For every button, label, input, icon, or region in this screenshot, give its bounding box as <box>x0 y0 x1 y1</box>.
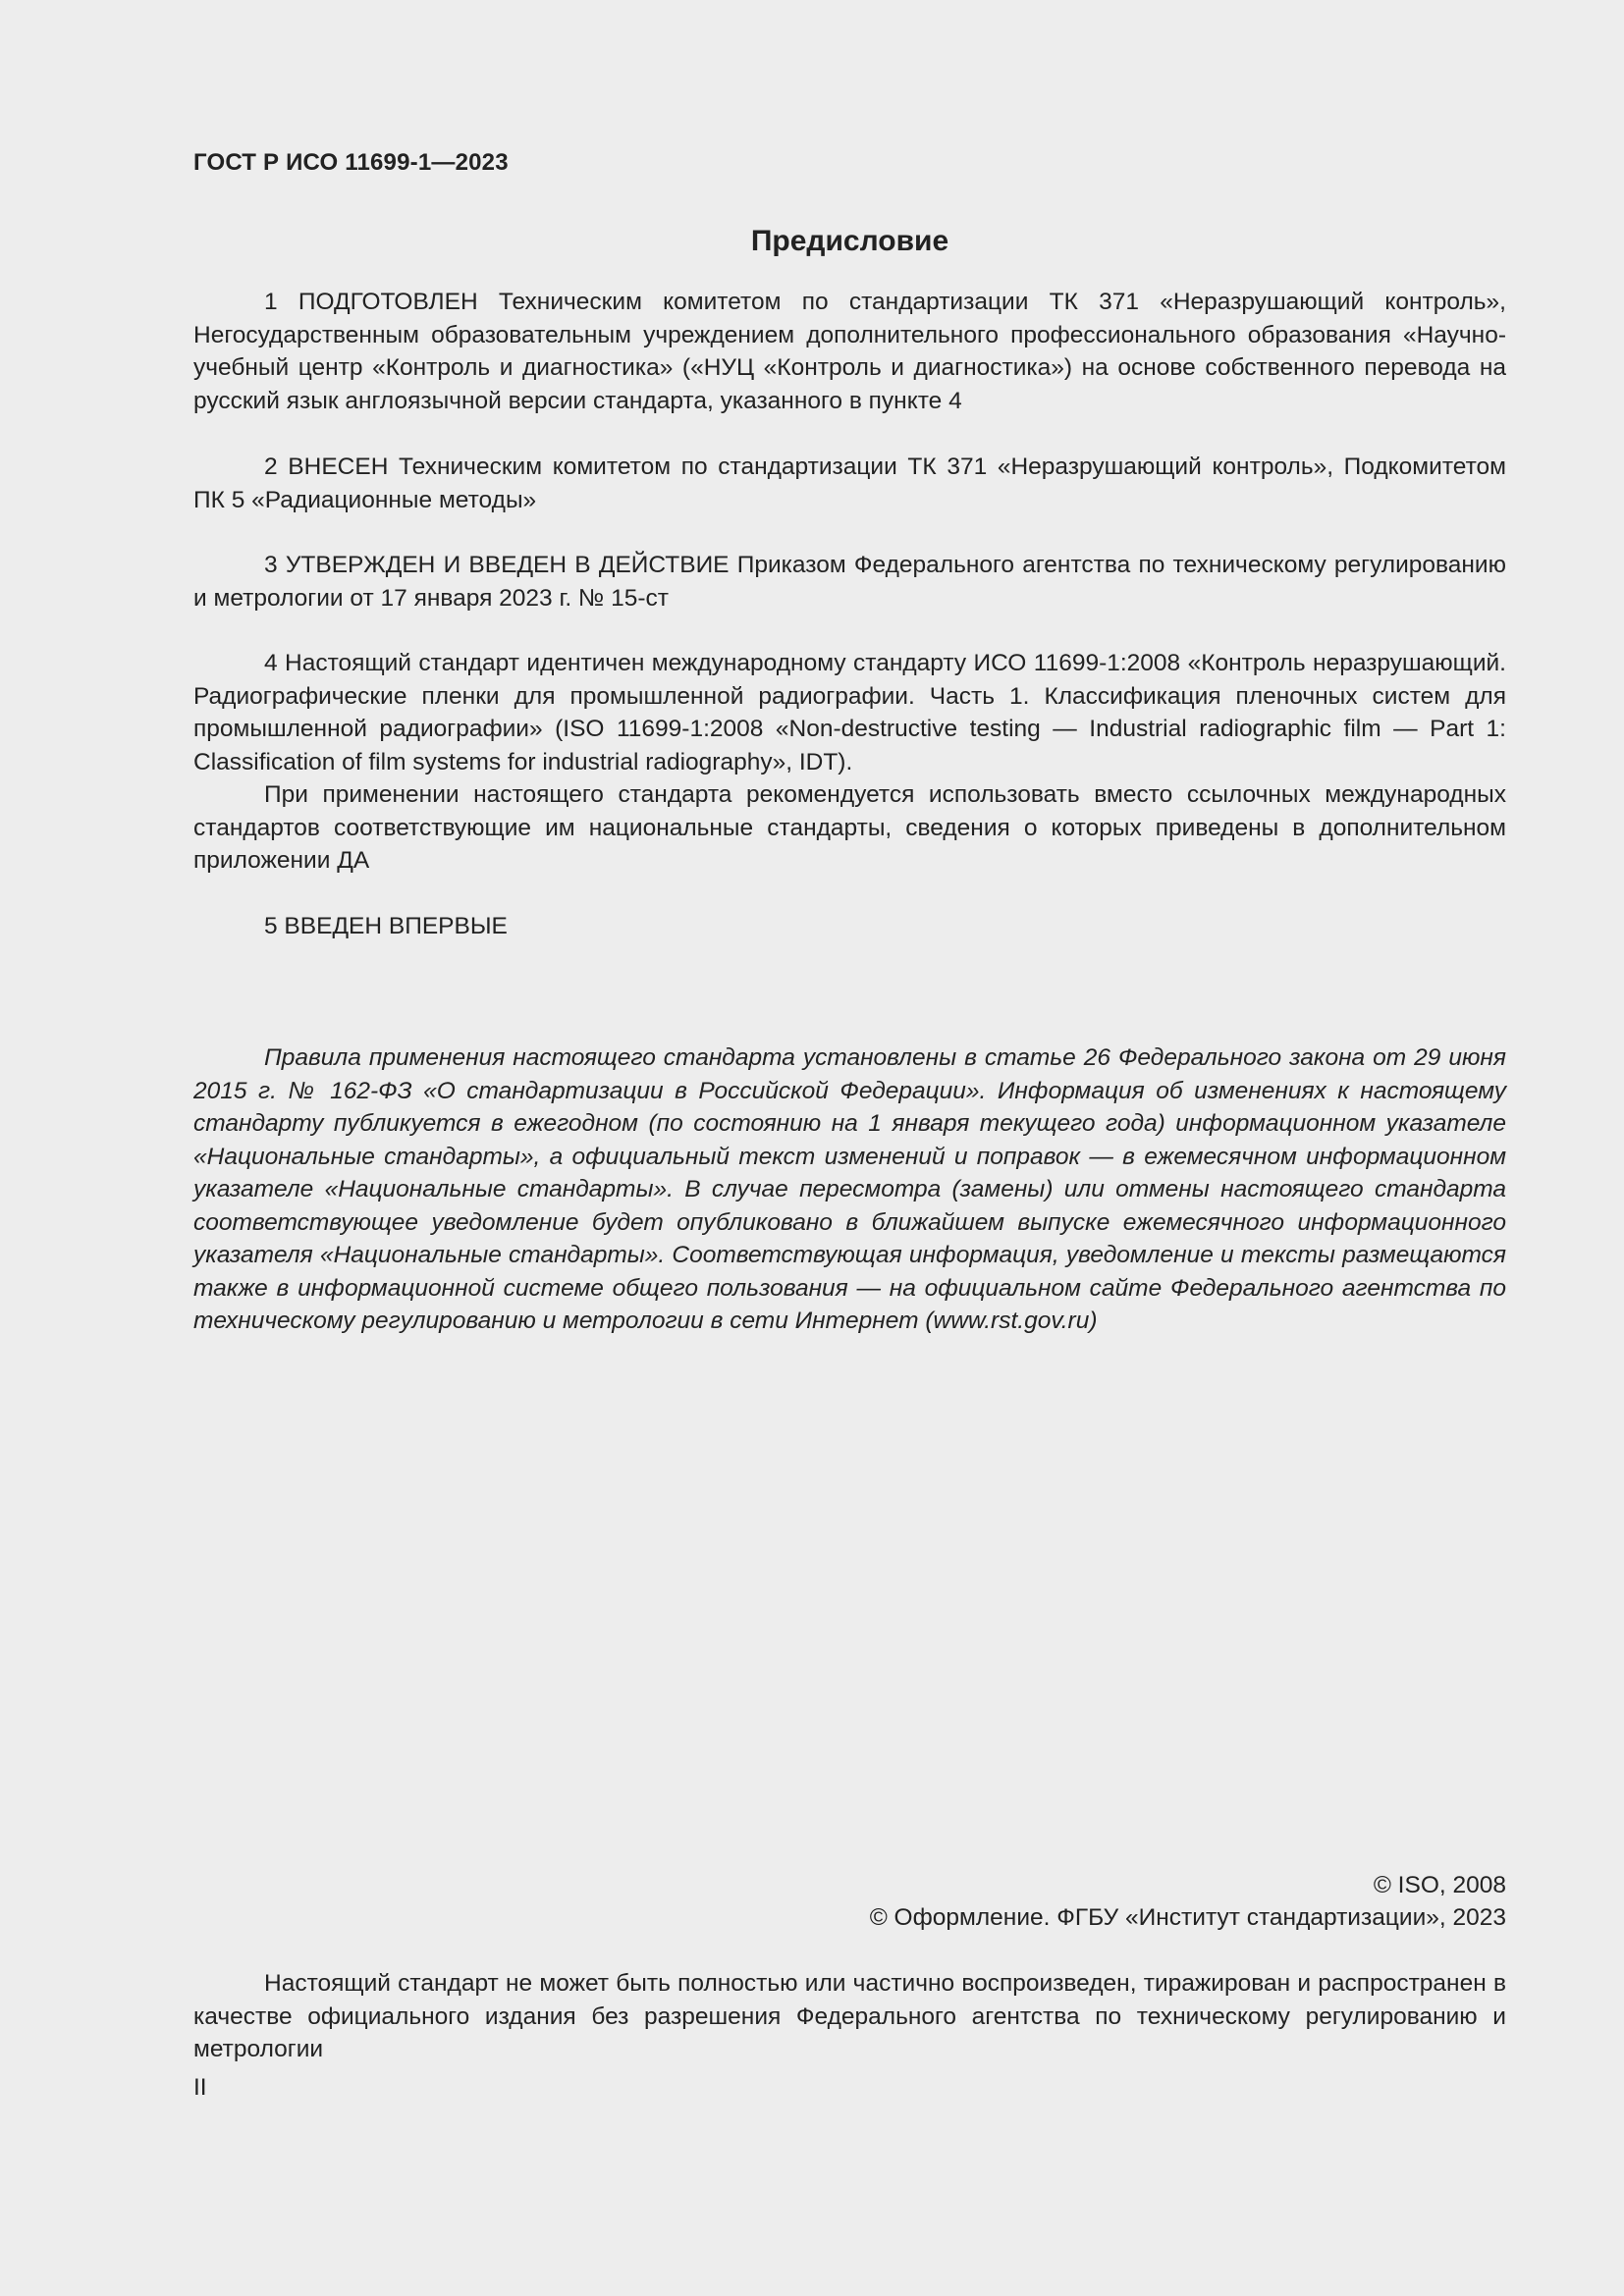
document-page <box>193 0 1506 2296</box>
foreword-item-3: 3 УТВЕРЖДЕН И ВВЕДЕН В ДЕЙСТВИЕ Приказом Федерального агентства по техническому регулированию и метрологии от 17 января 2023 г. № 15-ст <box>193 552 1506 612</box>
reproduction-notice: Настоящий стандарт не может быть полностью или частично воспроизведен, тиражирован и распространен в качестве официального издания без разрешения Федерального агентства по техническому регулированию и метрологии <box>193 1970 1506 2062</box>
foreword-item-4-note: При применении настоящего стандарта рекомендуется использовать вместо ссылочных международных стандартов соответствующие им национальные стандарты, сведения о которых приведены в дополнительном приложении ДА <box>193 781 1506 874</box>
copyright-design: © Оформление. ФГБУ «Институт стандартизации», 2023 <box>869 1904 1506 1931</box>
foreword-item-1: 1 ПОДГОТОВЛЕН Техническим комитетом по стандартизации ТК 371 «Неразрушающий контроль», Негосударственным образовательным учреждением дополнительного профессионального образования «Научно-учебный центр «Контроль и диагностика» («НУЦ «Контроль и диагностика») на основе собственного перевода на русский язык англоязычной версии стандарта, указанного в пункте 4 <box>193 289 1506 414</box>
copyright-iso: © ISO, 2008 <box>1373 1872 1506 1898</box>
foreword-item-4: 4 Настоящий стандарт идентичен международному стандарту ИСО 11699-1:2008 «Контроль неразрушающий. Радиографические пленки для промышленной радиографии. Часть 1. Классификация пленочных систем для промышленной радиографии» (ISO 11699-1:2008 «Non-destructive testing — Industrial radiographic film — Part 1: Classification of film systems for industrial radiography», IDT). <box>193 650 1506 775</box>
foreword-item-5: 5 ВВЕДЕН ВПЕРВЫЕ <box>264 913 508 939</box>
page-title: Предисловие <box>750 225 949 257</box>
page-number: II <box>193 2074 207 2101</box>
document-code: ГОСТ Р ИСО 11699-1—2023 <box>193 149 509 176</box>
foreword-item-2: 2 ВНЕСЕН Техническим комитетом по стандартизации ТК 371 «Неразрушающий контроль», Подкомитетом ПК 5 «Радиационные методы» <box>193 454 1506 513</box>
rules-note: Правила применения настоящего стандарта установлены в статье 26 Федерального закона от 29 июня 2015 г. № 162-ФЗ «О стандартизации в Российской Федерации». Информация об изменениях к настоящему стандарту публикуется в ежегодном (по состоянию на 1 января текущего года) информационном указателе «Национальные стандарты», а официальный текст изменений и поправок — в ежемесячном информационном указателе «Национальные стандарты». В случае пересмотра (замены) или отмены настоящего стандарта соответствующее уведомление будет опубликовано в ближайшем выпуске ежемесячного информационного указателя «Национальные стандарты». Соответствующая информация, уведомление и тексты размещаются также в информационной системе общего пользования — на официальном сайте Федерального агентства по техническому регулированию и метрологии в сети Интернет (www.rst.gov.ru) <box>193 1044 1506 1334</box>
